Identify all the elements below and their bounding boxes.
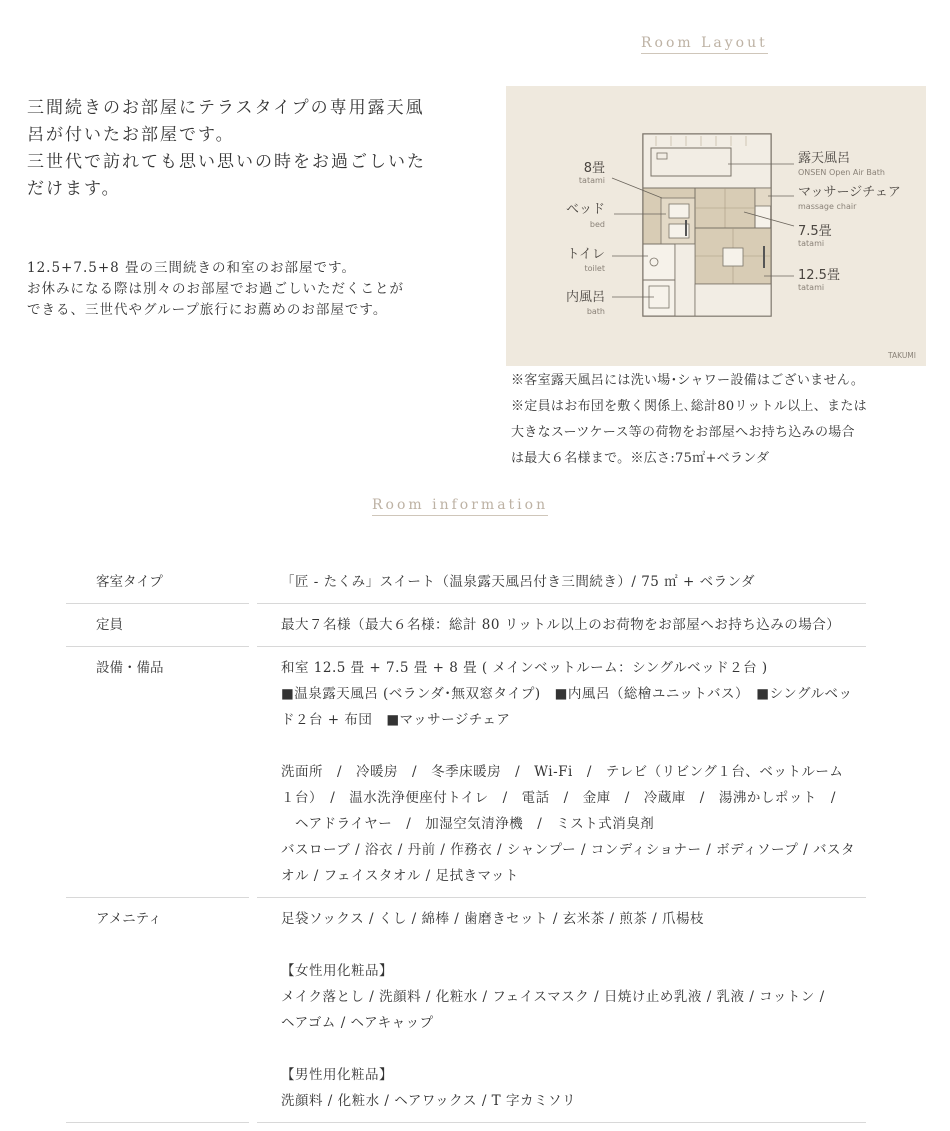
room-layout-heading: Room Layout	[641, 35, 768, 51]
note-line: ※定員はお布団を敷く関係上､総計80リットル以上、または	[511, 399, 867, 414]
intro-text	[27, 95, 487, 203]
toilet-room	[643, 244, 675, 280]
description-line: お休みになる際は別々のお部屋でお過ごしいただくことが	[27, 281, 404, 297]
amenity-line: 【男性用化粧品】	[281, 1067, 393, 1083]
label-tatami8: 8畳	[583, 161, 605, 176]
amenity-line: 【女性用化粧品】	[281, 963, 393, 979]
label-tatami8-sub: tatami	[578, 176, 605, 185]
label-tatami125-sub: tatami	[798, 283, 825, 292]
label-bed: ベッド	[565, 202, 605, 217]
equipment-line: 和室 12.5 畳 + 7.5 畳 + 8 畳 ( メインベットルーム：シングルベッド２台 )	[281, 660, 768, 676]
label-bath-sub: bath	[586, 307, 605, 316]
entrance	[695, 284, 771, 316]
room-description	[27, 258, 497, 321]
amenity-line: ヘアゴム / ヘアキャップ	[281, 1015, 434, 1031]
corridor	[675, 244, 695, 316]
equipment-line: バスローブ / 浴衣 / 丹前 / 作務衣 / シャンプー / コンディショナー / ボディソープ / バスタ	[281, 842, 855, 858]
description-line: できる、三世代やグループ旅行にお薦めのお部屋です。	[27, 302, 388, 318]
equipment-line	[281, 733, 862, 759]
bath-room	[643, 280, 675, 316]
onsen-area	[643, 134, 771, 188]
label-onsen-sub: ONSEN Open Air Bath	[798, 168, 885, 177]
capacity-value: 最大７名様（最大６名様：総計 80 リットル以上のお荷物をお部屋へお持ち込みの場合）	[257, 604, 866, 647]
amenity-line	[281, 1036, 862, 1062]
intro-line: 三間続きのお部屋にテラスタイプの専用露天風	[27, 98, 425, 118]
table-row	[66, 604, 866, 647]
amenity-label: アメニティ	[66, 898, 249, 1123]
type-value: 「匠 - たくみ」スイート（温泉露天風呂付き三間続き）/ 75 ㎡ + ベランダ	[257, 561, 866, 604]
label-bed-sub: bed	[589, 220, 605, 229]
label-massage-sub: massage chair	[798, 202, 857, 211]
brand-label: TAKUMI	[887, 351, 916, 360]
room-info-table	[66, 561, 866, 1123]
note-line: 大きなスーツケース等の荷物をお部屋へお持ち込みの場合	[511, 425, 855, 440]
intro-line: 三世代で訪れても思い思いの時をお過ごしいた	[27, 152, 426, 172]
label-tatami75-sub: tatami	[798, 239, 825, 248]
floor-plan	[506, 86, 926, 366]
amenity-line	[281, 932, 862, 958]
label-tatami75: 7.5畳	[798, 224, 832, 239]
equipment-line: ド２台 + 布団 ■マッサージチェア	[281, 712, 511, 728]
intro-line: 呂が付いたお部屋です。	[27, 125, 235, 145]
label-massage: マッサージチェア	[798, 185, 901, 200]
amenity-line: 洗顔料 / 化粧水 / ヘアワックス / T 字カミソリ	[281, 1093, 576, 1109]
floor-plan-drawing	[506, 86, 926, 366]
type-label: 客室タイプ	[66, 561, 249, 604]
table-row	[66, 561, 866, 604]
equipment-value	[257, 647, 866, 898]
room-notes	[511, 368, 916, 472]
massage-chair	[755, 188, 771, 206]
equipment-label: 設備・備品	[66, 647, 249, 898]
intro-line: だけます。	[27, 179, 121, 199]
note-line: は最大６名様まで。※広さ:75㎡+ベランダ	[511, 451, 770, 466]
equipment-line: オル / フェイスタオル / 足拭きマット	[281, 868, 519, 884]
amenity-value	[257, 898, 866, 1123]
label-toilet-sub: toilet	[584, 264, 605, 273]
bed-1	[669, 204, 689, 218]
equipment-line: ヘアドライヤー / 加湿空気清浄機 / ミスト式消臭剤	[281, 816, 655, 832]
note-line: ※客室露天風呂には洗い場･シャワー設備はございません。	[511, 373, 865, 388]
amenity-line: メイク落とし / 洗顔料 / 化粧水 / フェイスマスク / 日焼け止め乳液 / 乳液 / コットン /	[281, 989, 825, 1005]
equipment-line: ■温泉露天風呂 (ベランダ･無双窓タイプ) ■内風呂（総檜ユニットバス） ■シングルベッ	[281, 686, 853, 702]
table	[723, 248, 743, 266]
room-information-heading: Room information	[372, 497, 548, 513]
label-tatami125: 12.5畳	[798, 268, 840, 283]
amenity-line: 足袋ソックス / くし / 綿棒 / 歯磨きセット / 玄米茶 / 煎茶 / 爪楊枝	[281, 911, 704, 927]
label-onsen: 露天風呂	[798, 151, 851, 166]
equipment-line: 洗面所 / 冷暖房 / 冬季床暖房 / Wi-Fi / テレビ（リビング１台、ベットルーム	[281, 764, 844, 780]
table-row	[66, 898, 866, 1123]
table-row	[66, 647, 866, 898]
equipment-line: １台） / 温水洗浄便座付トイレ / 電話 / 金庫 / 冷蔵庫 / 湯沸かしポット /	[281, 790, 836, 806]
label-toilet: トイレ	[566, 247, 605, 262]
description-line: 12.5+7.5+8 畳の三間続きの和室のお部屋です。	[27, 260, 356, 276]
capacity-label: 定員	[66, 604, 249, 647]
label-bath: 内風呂	[565, 290, 605, 305]
